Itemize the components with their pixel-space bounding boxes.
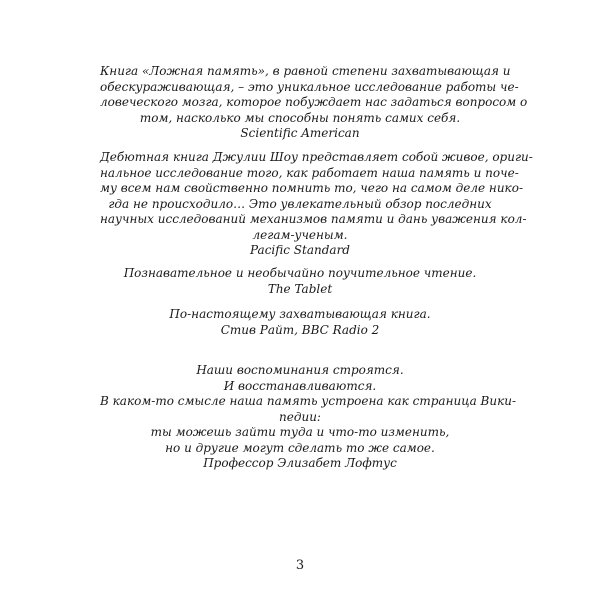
epigraph [100, 363, 517, 472]
quote-line: ловеческого мозга, которое побуждает нас задаться вопросом о [100, 95, 528, 109]
quote-line: гда не происходило… Это увлекательный обзор последних [108, 196, 492, 211]
epigraph-source: Профессор Элизабет Лофтус [203, 456, 397, 470]
quote-source: Pacific Standard [250, 243, 350, 257]
page-number: 3 [295, 558, 305, 573]
quote-source: The Tablet [267, 281, 333, 296]
epigraph-line: педии: [279, 409, 321, 424]
epigraph-line: И восстанавливаются. [223, 378, 377, 393]
review-quote-scientific-american [100, 64, 528, 142]
review-quote-bbc-radio-2 [100, 307, 500, 338]
quote-line: том, насколько мы способны понять самих себя. [139, 110, 461, 125]
quote-line: му всем нам свойственно помнить то, чего на самом деле нико- [100, 181, 523, 195]
quote-source: Scientific American [240, 126, 360, 140]
quote-line: Книга «Ложная память», в равной степени захватывающая и [100, 64, 511, 78]
review-quote-pacific-standard [100, 150, 533, 259]
epigraph-line: но и другие могут сделать то же самое. [165, 440, 435, 455]
epigraph-line: ты можешь зайти туда и что-то изменить, [150, 425, 450, 439]
quote-source: Стив Райт, BBC Radio 2 [220, 322, 380, 337]
quote-line: научных исследований механизмов памяти и дань уважения кол- [100, 212, 527, 226]
quote-line: легам-ученым. [252, 227, 348, 242]
quote-line: По-настоящему захватывающая книга. [169, 307, 431, 321]
epigraph-line: В каком-то смысле наша память устроена как страница Вики- [100, 394, 517, 408]
quote-line: Дебютная книга Джулии Шоу представляет собой живое, ориги- [100, 150, 533, 164]
quote-line: обескураживающая, – это уникальное исследование работы че- [100, 79, 519, 94]
epigraph-line: Наши воспоминания строятся. [196, 363, 404, 377]
review-quote-the-tablet [100, 266, 500, 297]
quote-line: Познавательное и необычайно поучительное чтение. [123, 266, 477, 280]
quote-line: нальное исследование того, как работает наша память и поче- [100, 165, 519, 180]
